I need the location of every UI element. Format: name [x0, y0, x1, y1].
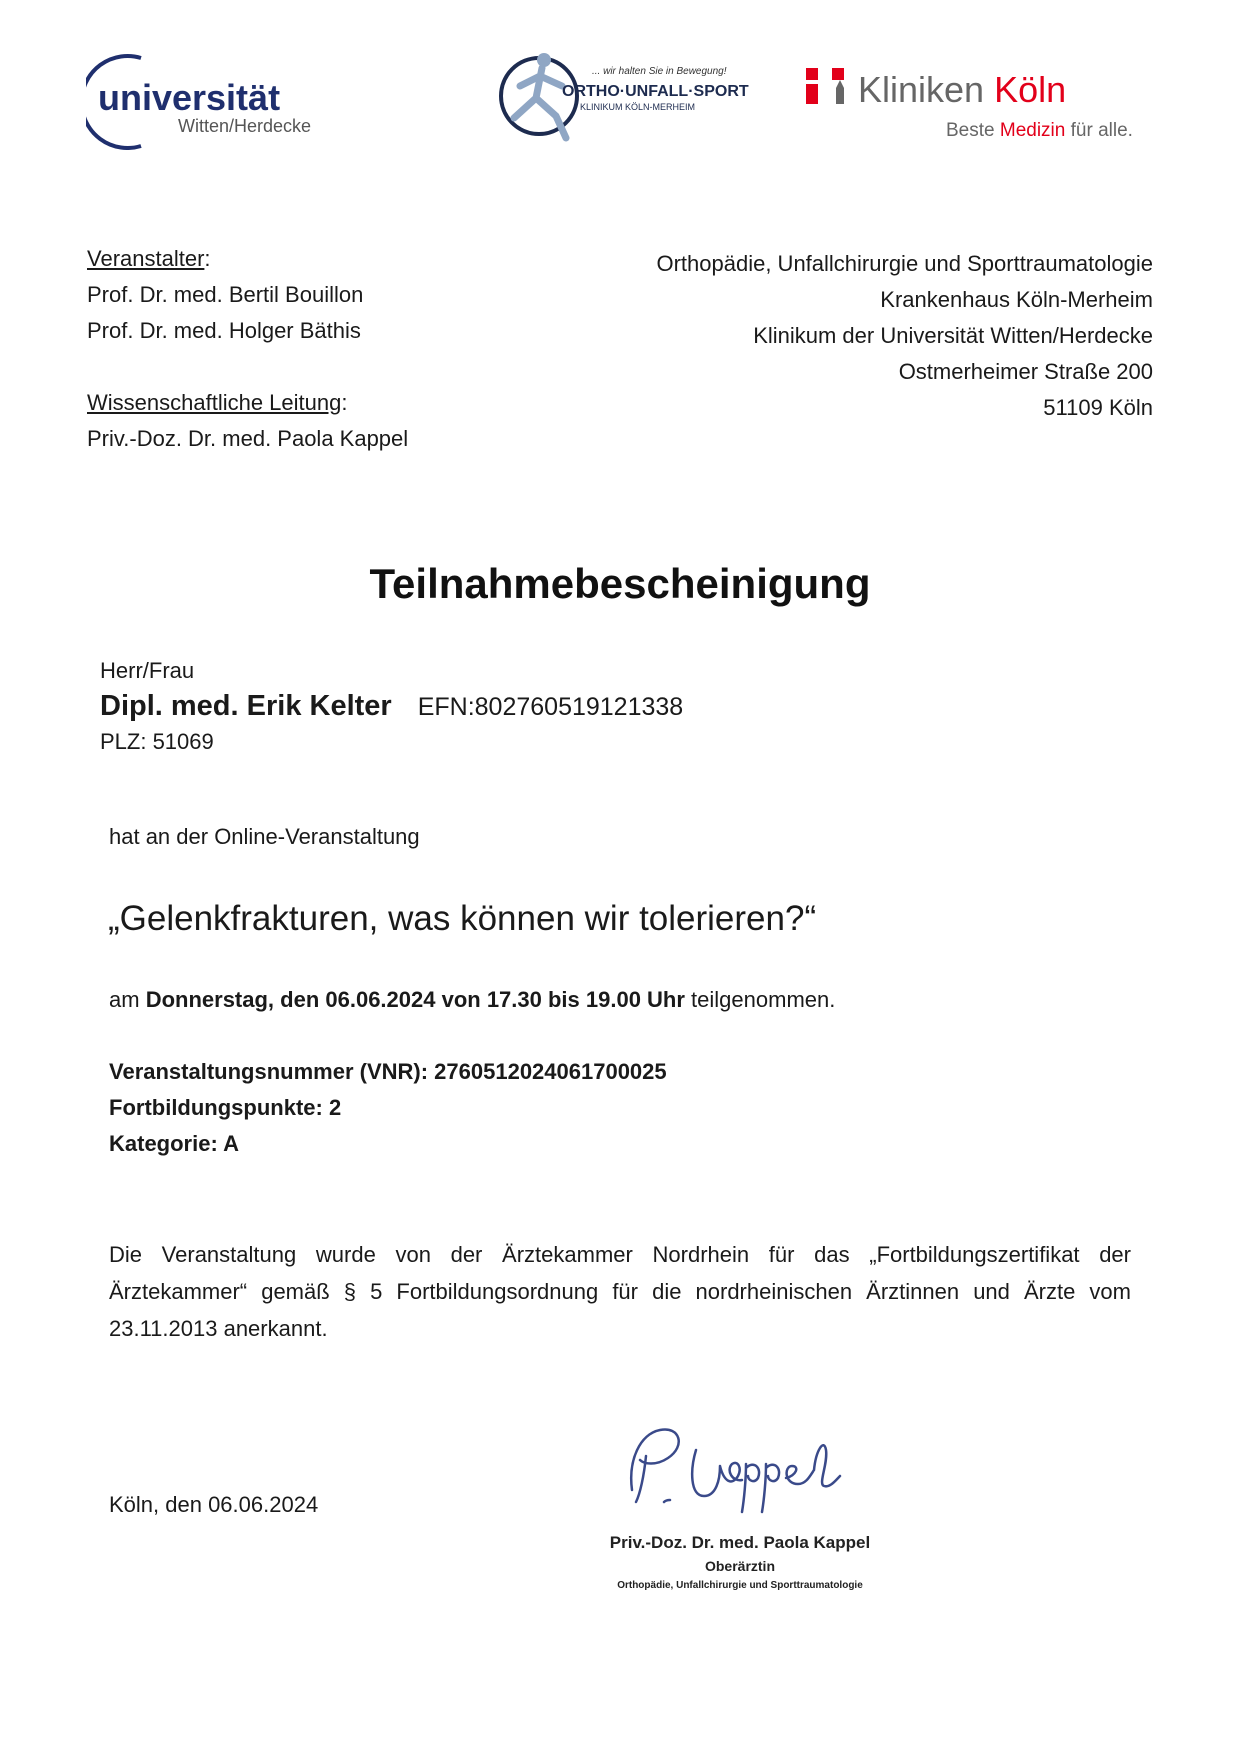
- university-logo-graphic: [86, 50, 346, 150]
- koeln-cathedral-icon: [806, 68, 844, 104]
- event-category: Kategorie: A: [109, 1131, 239, 1156]
- address-line-1: Orthopädie, Unfallchirurgie und Sporttraumatologie: [656, 251, 1153, 276]
- kliniken-koeln-name: Kliniken Köln: [858, 69, 1067, 110]
- event-vnr: Veranstaltungsnummer (VNR): 2760512024061700025: [109, 1059, 667, 1084]
- participant-plz: PLZ: 51069: [100, 729, 214, 754]
- event-date-prefix: am: [109, 987, 146, 1012]
- certificate-title: Teilnahmebescheinigung: [369, 560, 871, 607]
- participant-name: Dipl. med. Erik Kelter: [100, 690, 392, 722]
- university-logo-subtitle: Witten/Herdecke: [178, 116, 312, 136]
- organizer-name-1: Prof. Dr. med. Bertil Bouillon: [87, 282, 364, 307]
- participant-salutation: Herr/Frau: [100, 658, 195, 683]
- address-line-3: Klinikum der Universität Witten/Herdecke: [753, 323, 1153, 348]
- event-title: „Gelenkfrakturen, was können wir tolerieren?“: [108, 899, 817, 938]
- event-details: [109, 1054, 667, 1162]
- participant-name-line: [100, 686, 1000, 727]
- place-date: Köln, den 06.06.2024: [109, 1492, 319, 1517]
- address-block: [560, 246, 1153, 426]
- signature-stamp: [560, 1531, 920, 1595]
- kliniken-koeln-logo-graphic: [806, 58, 1166, 148]
- signature: [620, 1420, 860, 1520]
- university-logo: [86, 50, 346, 150]
- kliniken-koeln-slogan: Beste Medizin für alle.: [946, 120, 1133, 141]
- scientific-lead-name: Priv.-Doz. Dr. med. Paola Kappel: [87, 426, 409, 451]
- participant-block: [100, 656, 1000, 757]
- address-line-4: Ostmerheimer Straße 200: [898, 359, 1153, 384]
- address-line-5: 51109 Köln: [1043, 395, 1153, 420]
- event-date: Donnerstag, den 06.06.2024 von 17.30 bis 19.00 Uhr: [145, 987, 685, 1012]
- ortho-logo-name: ORTHO·UNFALL·SPORT: [562, 83, 749, 100]
- signature-stamp-role: Oberärztin: [704, 1558, 775, 1574]
- event-points: Fortbildungspunkte: 2: [109, 1095, 342, 1120]
- kliniken-koeln-logo: [806, 58, 1166, 148]
- runner-icon: [537, 53, 551, 67]
- organizer-label: Veranstalter: [87, 246, 205, 271]
- ortho-logo-graphic: [494, 46, 754, 146]
- university-logo-name: universität: [98, 77, 281, 118]
- organizer-block: [87, 241, 607, 457]
- ortho-logo-subtitle: KLINIKUM KÖLN-MERHEIM: [580, 102, 696, 112]
- signature-stamp-dept: Orthopädie, Unfallchirurgie und Sporttraumatologie: [617, 1580, 863, 1591]
- event-date-suffix: teilgenommen.: [684, 987, 836, 1012]
- ortho-logo-tagline: ... wir halten Sie in Bewegung!: [592, 66, 727, 77]
- recognition-text: Die Veranstaltung wurde von der Ärztekammer Nordrhein für das „Fortbildungszertifikat der Ärztekammer“ gemäß § 5 Fortbildungsordnung für die nordrheinischen Ärztinnen und Ärzte vom 23.11.2013 anerkannt.: [109, 1242, 1131, 1341]
- scientific-lead-heading: Wissenschaftliche Leitung:: [87, 390, 348, 415]
- organizer-name-2: Prof. Dr. med. Holger Bäthis: [87, 318, 361, 343]
- ortho-unfall-sport-logo: [494, 46, 754, 146]
- signature-scribble: [620, 1420, 860, 1520]
- address-line-2: Krankenhaus Köln-Merheim: [880, 287, 1153, 312]
- signature-stamp-name: Priv.-Doz. Dr. med. Paola Kappel: [609, 1533, 871, 1552]
- organizer-heading: Veranstalter:: [87, 246, 211, 271]
- event-date-line: [109, 985, 835, 1015]
- participant-efn: EFN:802760519121338: [417, 693, 684, 721]
- event-intro: hat an der Online-Veranstaltung: [109, 824, 420, 849]
- scientific-lead-label: Wissenschaftliche Leitung: [87, 390, 342, 415]
